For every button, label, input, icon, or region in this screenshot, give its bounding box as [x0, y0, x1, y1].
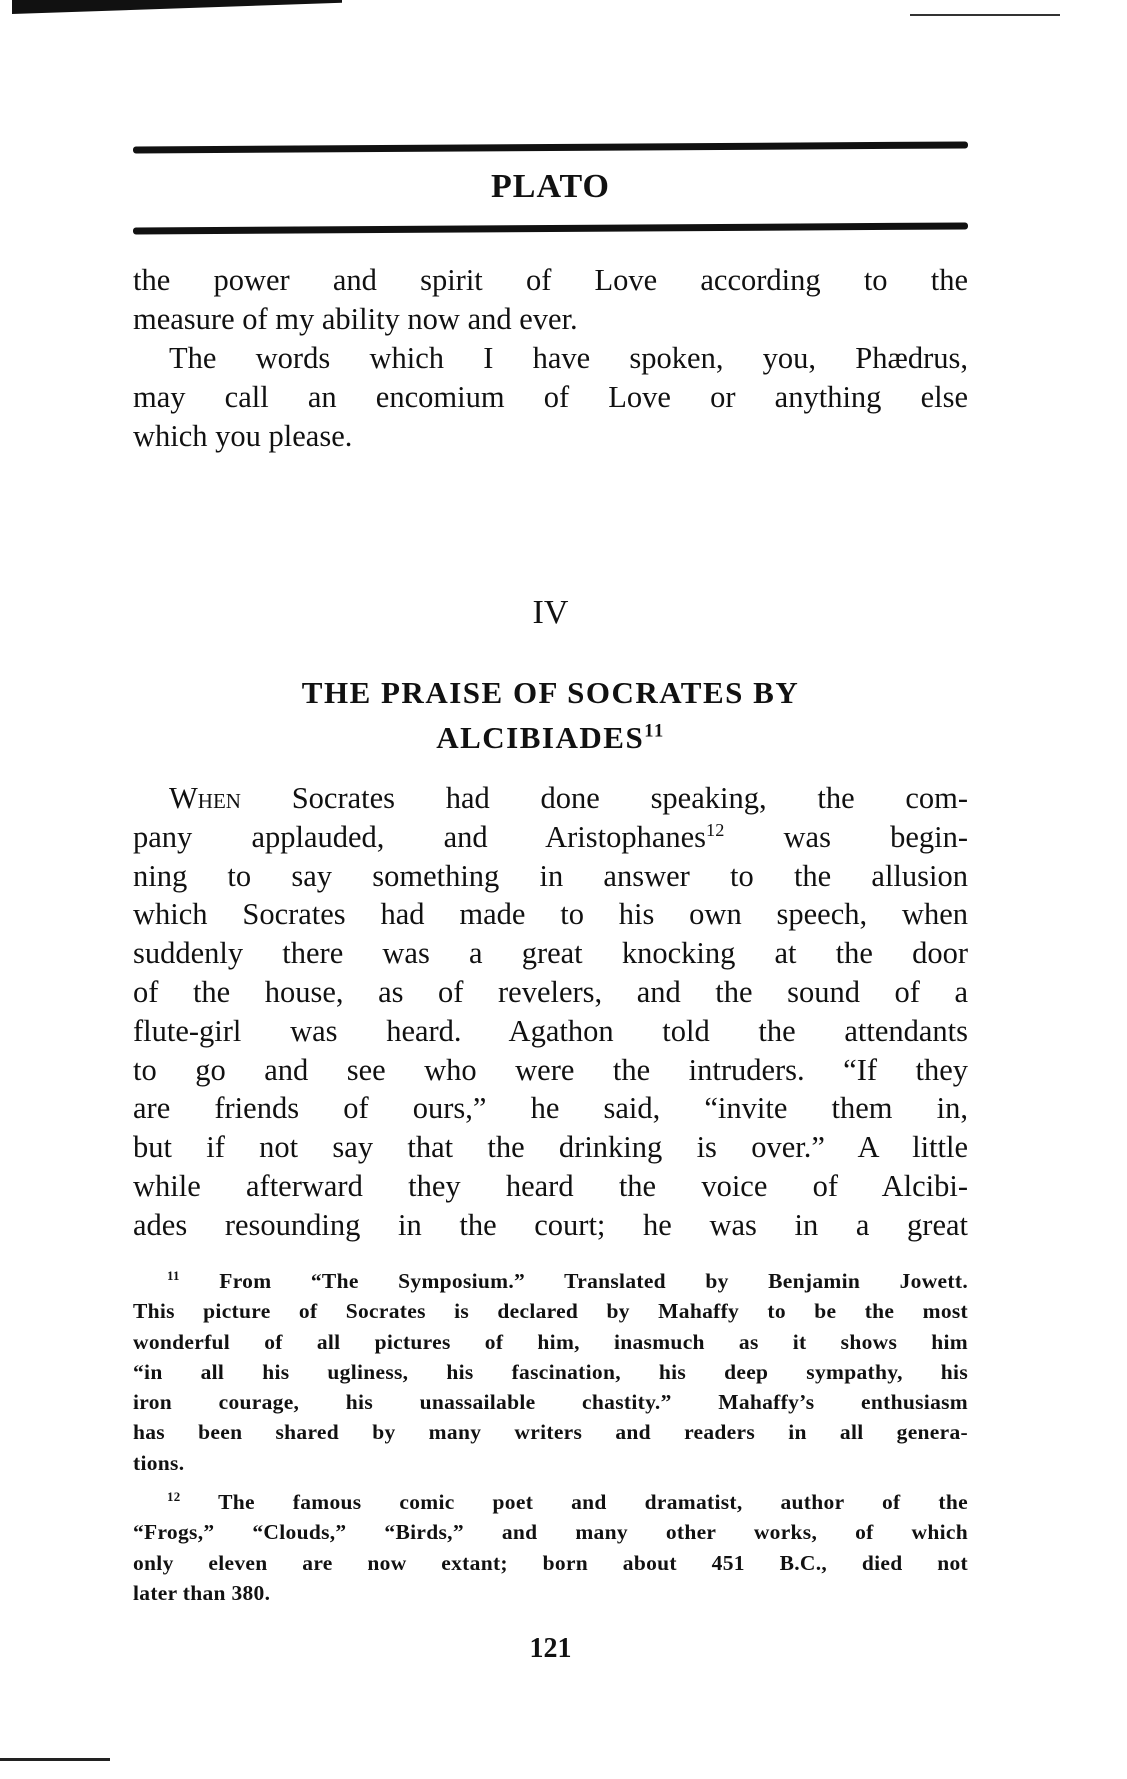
scan-edge-mark	[12, 0, 342, 14]
text-line: to go and see who were the intruders. “If they	[133, 1052, 968, 1087]
scan-edge-mark	[910, 14, 1060, 16]
text-line: which Socrates had made to his own speech, when	[133, 897, 968, 932]
footnote-number: 11	[167, 1268, 180, 1283]
section-number: IV	[532, 594, 569, 631]
text-line	[133, 818, 968, 857]
text-line: suddenly there was a great knocking at the door	[133, 936, 968, 971]
text-line: but if not say that the drinking is over.” A little	[133, 1130, 968, 1165]
text-line: “Frogs,” “Clouds,” “Birds,” and many other works, of which	[133, 1520, 968, 1545]
footnote-ref: 11	[644, 720, 665, 742]
section-title	[133, 670, 968, 760]
header-rule-top	[133, 141, 968, 153]
scan-edge-mark	[0, 1758, 110, 1761]
footnote-11	[133, 1266, 968, 1478]
footnote-number: 12	[167, 1489, 181, 1504]
text-line: flute-girl was heard. Agathon told the attendants	[133, 1013, 968, 1048]
text-line: tions.	[133, 1450, 185, 1475]
text-line	[133, 779, 968, 818]
text-line: wonderful of all pictures of him, inasmuch as it shows him	[133, 1329, 968, 1354]
text-line: while afterward they heard the voice of Alcibi-	[133, 1168, 968, 1203]
text-line	[133, 1266, 968, 1296]
text-line	[133, 1487, 968, 1517]
text-line: of the house, as of revelers, and the sound of a	[133, 974, 968, 1009]
text-line: ning to say something in answer to the allusion	[133, 858, 968, 893]
page-number: 121	[529, 1633, 572, 1664]
running-head: PLATO	[491, 168, 610, 205]
text-line: “in all his ugliness, his fascination, his deep sympathy, his	[133, 1359, 968, 1384]
text-line: only eleven are now extant; born about 451 B.C., died not	[133, 1550, 968, 1575]
header-rule-bottom	[133, 222, 968, 234]
section-title-line: THE PRAISE OF SOCRATES BY	[301, 675, 800, 710]
text-span: From “The Symposium.” Translated by Benjamin Jowett.	[219, 1269, 968, 1293]
text-line: measure of my ability now and ever.	[133, 301, 578, 336]
section-title-line	[133, 715, 968, 760]
first-word: When	[169, 781, 241, 815]
text-line: the power and spirit of Love according to the	[133, 263, 968, 297]
closing-paragraph	[133, 339, 968, 455]
text-line: ades resounding in the court; he was in a great	[133, 1207, 968, 1242]
text-span: Socrates had done speaking, the com-	[291, 781, 969, 815]
text-line: later than 380.	[133, 1580, 271, 1605]
text-line: iron courage, his unassailable chastity.” Mahaffy’s enthusiasm	[133, 1390, 968, 1415]
text-line: This picture of Socrates is declared by Mahaffy to be the most	[133, 1299, 968, 1324]
text-line: may call an encomium of Love or anything else	[133, 379, 968, 414]
text-line: which you please.	[133, 418, 353, 453]
opening-paragraph	[133, 261, 968, 339]
text-line: The words which I have spoken, you, Phædrus,	[169, 341, 968, 375]
text-span: pany applauded, and Aristophanes	[133, 819, 707, 854]
main-text	[133, 779, 968, 1245]
footnote-12	[133, 1487, 968, 1608]
text-span: The famous comic poet and dramatist, author of the	[218, 1490, 968, 1514]
text-line: has been shared by many writers and readers in all genera-	[133, 1420, 968, 1445]
text-line: are friends of ours,” he said, “invite them in,	[133, 1091, 968, 1126]
footnote-ref: 12	[706, 819, 725, 840]
text-span: was begin-	[783, 819, 969, 854]
section-title-text: ALCIBIADES	[436, 720, 645, 755]
